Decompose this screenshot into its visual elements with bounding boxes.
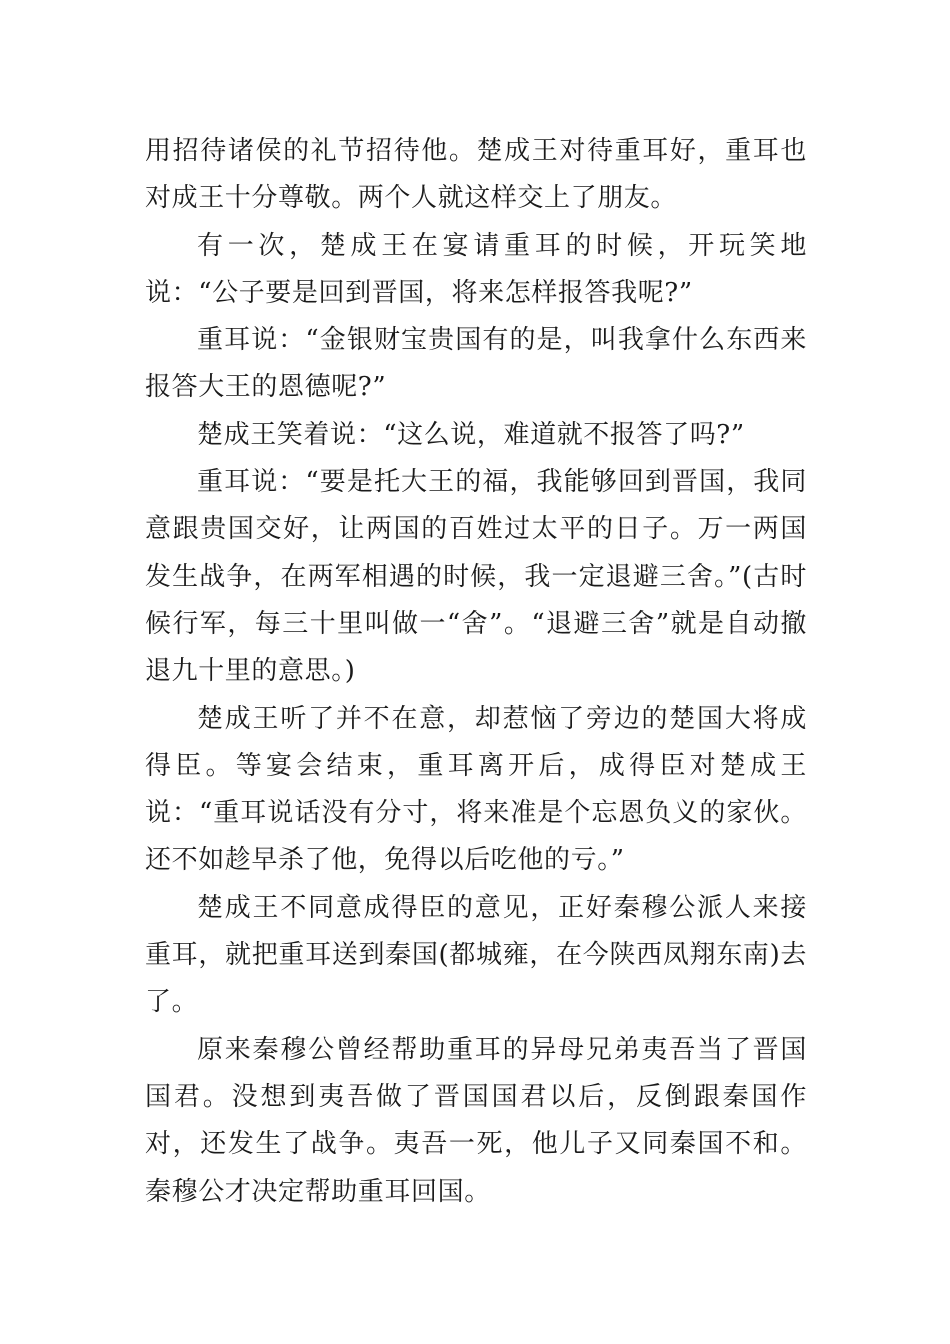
paragraph: 楚成王笑着说：“这么说，难道就不报答了吗?” xyxy=(197,419,745,450)
document-body xyxy=(145,128,807,1216)
paragraph: 重耳说：“金银财宝贵国有的是，叫我拿什么东西来报答大王的恩德呢?” xyxy=(145,325,807,403)
paragraph-continued: 用招待诸侯的礼节招待他。楚成王对待重耳好，重耳也对成王十分尊敬。两个人就这样交上了朋友。 xyxy=(145,136,807,214)
paragraph: 楚成王听了并不在意，却惹恼了旁边的楚国大将成得臣。等宴会结束，重耳离开后，成得臣对楚成王说：“重耳说话没有分寸，将来准是个忘恩负义的家伙。还不如趁早杀了他，免得以后吃他的亏。” xyxy=(145,703,807,876)
paragraph: 原来秦穆公曾经帮助重耳的异母兄弟夷吾当了晋国国君。没想到夷吾做了晋国国君以后，反倒跟秦国作对，还发生了战争。夷吾一死，他儿子又同秦国不和。秦穆公才决定帮助重耳回国。 xyxy=(145,1034,807,1207)
paragraph: 楚成王不同意成得臣的意见，正好秦穆公派人来接重耳，就把重耳送到秦国(都城雍，在今陕西凤翔东南)去了。 xyxy=(145,892,807,1018)
paragraph: 重耳说：“要是托大王的福，我能够回到晋国，我同意跟贵国交好，让两国的百姓过太平的日子。万一两国发生战争，在两军相遇的时候，我一定退避三舍。”(古时候行军，每三十里叫做一“舍”。“退避三舍”就是自动撤退九十里的意思。) xyxy=(145,467,807,687)
paragraph: 有一次，楚成王在宴请重耳的时候，开玩笑地说：“公子要是回到晋国，将来怎样报答我呢?” xyxy=(145,230,807,308)
